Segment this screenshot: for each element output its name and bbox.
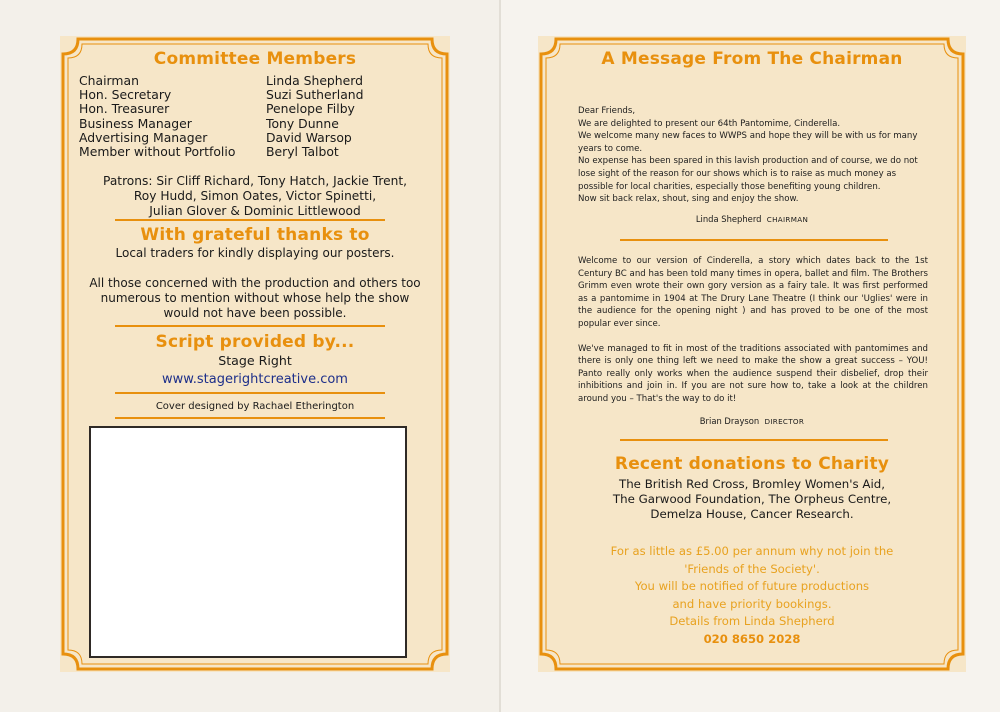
thanks-line: Local traders for kindly displaying our posters.: [115, 246, 395, 260]
chairman-letter: [578, 105, 928, 206]
thanks-paragraph-line: numerous to mention without whose help the show: [100, 291, 410, 305]
phone-number: 020 8650 2028: [703, 631, 801, 646]
friends-line: You will be notified of future productions: [634, 579, 870, 594]
letter-paragraph: We've managed to fit in most of the traditions associated with pantomimes and there is only one thing left we need to make the show a great success – YOU! Panto really only works when the audience suspend their disbelief, drop their inhibitions and join in. If you are not sure how to, take a look at the children around you – That's the way to do it!: [578, 343, 928, 404]
script-provider: Stage Right: [218, 353, 292, 368]
script-url-link[interactable]: www.stagerightcreative.com: [162, 372, 348, 387]
friends-line: Details from Linda Shepherd: [669, 614, 835, 629]
friends-of-society: [538, 543, 966, 649]
letter-paragraph: Dear Friends,: [578, 106, 636, 116]
page-fold: [499, 0, 501, 712]
committee-roles: [79, 74, 259, 159]
friends-line: and have priority bookings.: [672, 596, 832, 611]
script-heading: Script provided by...: [155, 332, 355, 352]
patrons-line: Roy Hudd, Simon Oates, Victor Spinetti,: [133, 189, 377, 203]
donations-heading: Recent donations to Charity: [614, 454, 890, 474]
committee-role: Member without Portfolio: [79, 144, 236, 160]
right-panel: [538, 36, 966, 672]
committee-role: Business Manager: [79, 115, 192, 131]
patrons-list: [60, 174, 450, 219]
patrons-line: Julian Glover & Dominic Littlewood: [149, 204, 361, 218]
divider: [115, 417, 385, 419]
donations-line: The Garwood Foundation, The Orpheus Centre,: [612, 492, 892, 506]
thanks-paragraph-line: All those concerned with the production and others too: [89, 276, 421, 290]
letter-paragraph: We are delighted to present our 64th Pantomime, Cinderella.: [578, 118, 841, 129]
divider: [115, 325, 385, 327]
donations-line: Demelza House, Cancer Research.: [650, 507, 854, 521]
signature-name: Brian Drayson: [699, 416, 760, 426]
friends-line: For as little as £5.00 per annum why not join the: [610, 544, 894, 558]
committee-role: Advertising Manager: [79, 129, 208, 145]
committee-names: [266, 74, 436, 159]
letter-paragraph: Now sit back relax, shout, sing and enjoy the show.: [578, 194, 799, 205]
committee-name: Suzi Sutherland: [266, 87, 364, 103]
thanks-heading: With grateful thanks to: [140, 225, 370, 245]
committee-name: Linda Shepherd: [266, 73, 364, 88]
committee-name: Tony Dunne: [266, 115, 339, 131]
letter-paragraph: No expense has been spared in this lavish production and of course, we do not lose sight of the reason for our shows which is to raise as much money as possible for local charities, especially those benefiting young children.: [578, 156, 918, 192]
committee-role: Chairman: [79, 73, 139, 88]
divider: [620, 239, 888, 241]
signature-name: Linda Shepherd: [695, 214, 762, 224]
committee-heading: Committee Members: [153, 49, 357, 69]
signature-title: CHAIRMAN: [766, 215, 809, 224]
divider: [115, 392, 385, 394]
director-letter: [578, 255, 928, 406]
donations-line: The British Red Cross, Bromley Women's Aid,: [619, 477, 885, 491]
thanks-paragraph-line: would not have been possible.: [163, 306, 347, 320]
divider: [620, 439, 888, 441]
donations-list: [538, 477, 966, 522]
photo-placeholder: [89, 426, 407, 658]
divider: [115, 219, 385, 221]
letter-paragraph: Welcome to our version of Cinderella, a story which dates back to the 1st Century BC and has been told many times in opera, ballet and film. The Brothers Grimm even wrote their own gory version as a fairy tale. It was first performed as a pantomime in 1904 at The Drury Lane Theatre (I think our 'Uglies' were in the audience for the opening night ) and has proved to be one of the most popular ever since.: [578, 256, 928, 329]
committee-role: Hon. Secretary: [79, 87, 172, 103]
committee-name: Penelope Filby: [266, 101, 355, 117]
message-heading: A Message From The Chairman: [601, 49, 903, 69]
chairman-signature: [538, 214, 966, 224]
patrons-line: Patrons: Sir Cliff Richard, Tony Hatch, Jackie Trent,: [103, 174, 407, 188]
thanks-paragraph: [60, 276, 450, 321]
committee-name: Beryl Talbot: [266, 144, 339, 160]
signature-title: DIRECTOR: [764, 417, 805, 426]
letter-paragraph: We welcome many new faces to WWPS and hope they will be with us for many years to come.: [578, 131, 918, 154]
committee-role: Hon. Treasurer: [79, 101, 170, 117]
left-panel: [60, 36, 450, 672]
director-signature: [538, 416, 966, 426]
friends-line: 'Friends of the Society'.: [684, 561, 820, 576]
cover-credit: Cover designed by Rachael Etherington: [155, 401, 355, 412]
committee-name: David Warsop: [266, 129, 352, 145]
